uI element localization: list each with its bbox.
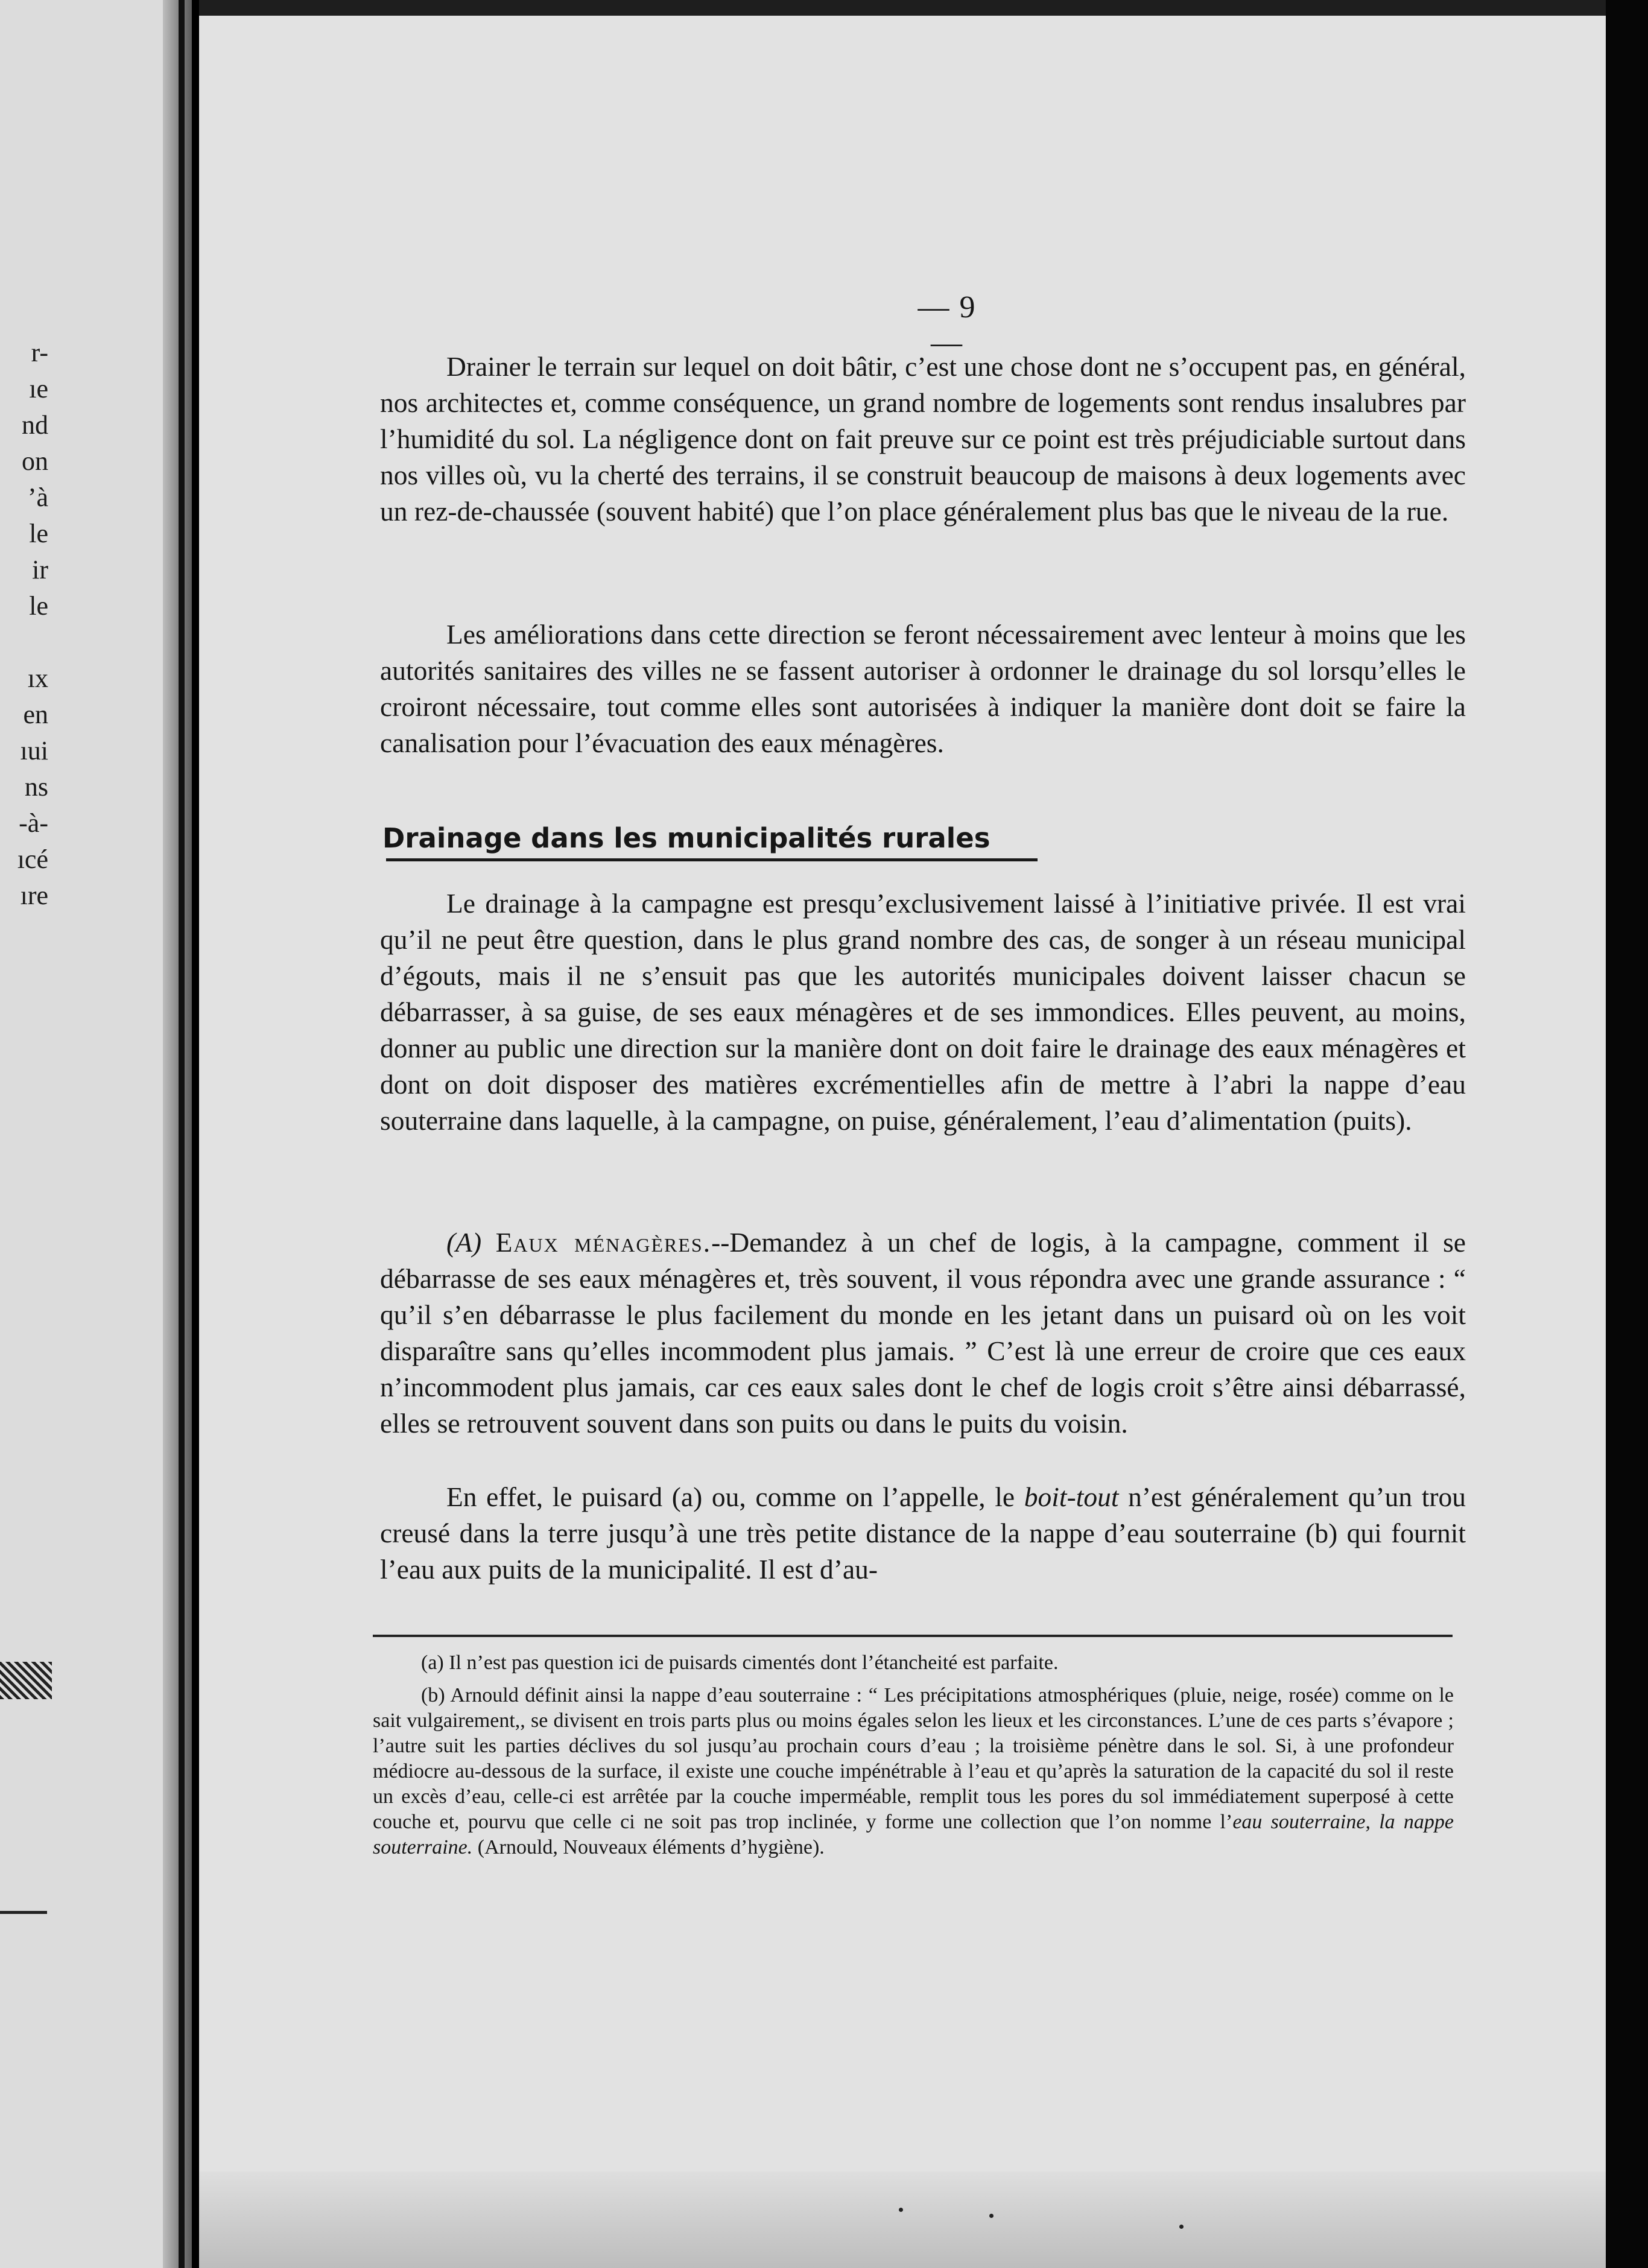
scan-right-border	[1606, 0, 1648, 2268]
heading-underline	[386, 858, 1038, 861]
previous-page-text-fragments	[0, 335, 48, 914]
footnote-b-citation: (Arnould, Nouveaux éléments d’hygiène).	[472, 1836, 825, 1858]
scan-bottom-fade	[199, 2171, 1606, 2268]
previous-page-fragment: le	[29, 591, 48, 621]
paragraph-4	[380, 1224, 1466, 1442]
page-binding	[163, 0, 192, 2268]
previous-page-fragment: nd	[22, 410, 48, 440]
paragraph-5	[380, 1479, 1466, 1588]
scan-speck	[1179, 2225, 1184, 2229]
footnote-b	[373, 1683, 1454, 1860]
previous-page-fragment: -à-	[19, 808, 48, 838]
previous-page-fragment: ıui	[20, 736, 48, 765]
subsection-title: Eaux ménagères.	[495, 1227, 712, 1258]
paragraph-1: Drainer le terrain sur lequel on doit bâtir, c’est une chose dont ne s’occupent pas, en général, nos architectes et, comme conséquence, un grand nombre de logements sont rendus insalubres par l’humidité du sol. La négligence dont on fait preuve sur ce point est très préjudiciable surtout dans nos villes où, vu la cherté des terrains, il se construit beaucoup de maisons à deux logements avec un rez-de-chaussée (souvent habité) que l’on place généralement plus bas que le niveau de la rue.	[380, 351, 1466, 527]
previous-page-fragment: ıx	[27, 664, 48, 693]
paragraph-2: Les améliorations dans cette direction se feront nécessairement avec lenteur à moins que les autorités sanitaires des villes ne se fassent autoriser à ordonner le drainage du sol lorsqu’elles le croiront nécessaire, tout comme elles sont autorisées à indiquer la manière dont doit se faire la canalisation pour l’évacuation des eaux ménagères.	[380, 619, 1466, 758]
section-heading: Drainage dans les municipalités rurales	[382, 822, 990, 854]
page-number: — 9 —	[917, 290, 977, 360]
previous-page-fragment: on	[22, 446, 48, 476]
previous-page-fragment: ir	[32, 555, 48, 584]
paragraph-5-text-b: n’est généralement qu’un trou creusé dans la terre jusqu’à une très petite distance de la nappe d’eau souterraine (b) qui fournit l’eau aux puits de la municipalité. Il est d’au-	[380, 1481, 1466, 1585]
previous-page-fragment: le	[29, 519, 48, 548]
previous-page-strip	[0, 0, 192, 2268]
previous-page-fragment	[0, 624, 48, 660]
paragraph-3: Le drainage à la campagne est presqu’exclusivement laissé à l’initiative privée. Il est vrai qu’il ne peut être question, dans le plus grand nombre des cas, de songer à un réseau municipal d’égouts, mais il ne s’ensuit pas que les autorités municipales doivent laisser chacun se débarrasser, à sa guise, de ses eaux ménagères et de ses immondices. Elles peuvent, au moins, donner au public une direction sur la manière dont on doit faire le drainage des eaux ménagères et dont on doit disposer des matières excrémentielles afin de mettre à l’abri la nappe d’eau souterraine dans laquelle, à la campagne, on puise, généralement, l’eau d’alimentation (puits).	[380, 888, 1466, 1136]
paragraph-5-italic: boit-tout	[1024, 1481, 1119, 1512]
scan-speck	[899, 2208, 903, 2212]
page-edge	[179, 0, 185, 2268]
scan-speck	[989, 2214, 994, 2218]
section-label: (A)	[446, 1227, 482, 1258]
previous-page-fragment: en	[23, 700, 48, 729]
previous-page-fragment: ıcé	[17, 844, 48, 874]
previous-page-fragment: ’à	[27, 483, 48, 512]
paragraph-5-text-a: En effet, le puisard (a) ou, comme on l’appelle, le	[446, 1481, 1024, 1512]
previous-page-fragment: r-	[31, 338, 48, 367]
previous-page-rule	[0, 1911, 47, 1914]
footnote-a: (a) Il n’est pas question ici de puisards cimentés dont l’étancheité est parfaite.	[421, 1652, 1059, 1674]
previous-page-fragment: ıre	[20, 881, 48, 910]
previous-page-fragment: ns	[24, 772, 48, 802]
footnote-separator	[373, 1635, 1453, 1637]
previous-page-fragment: ıe	[29, 374, 48, 404]
halftone-fragment	[0, 1662, 52, 1699]
scan-top-shadow	[199, 0, 1606, 16]
paragraph-4-body: --Demandez à un chef de logis, à la campagne, comment il se débarrasse de ses eaux ménagères et, très souvent, il vous répondra avec une grande assurance : “ qu’il s’en débarrasse le plus facilement du monde en les jetant dans un puisard où on les voit disparaître sans qu’elles incommodent plus jamais. ” C’est là une erreur de croire que ces eaux n’incommodent plus jamais, car ces eaux sales dont le chef de logis croit s’être ainsi débarrassé, elles se retrouvent souvent dans son puits ou dans le puits du voisin.	[380, 1227, 1466, 1439]
footnote-b-italic: eau souterraine, la nappe souterraine.	[373, 1811, 1454, 1858]
footnote-b-text: (b) Arnould définit ainsi la nappe d’eau souterraine : “ Les précipitations atmosphériques (pluie, neige, rosée) comme on le sait vulgairement,, se divisent en trois parts plus ou moins égales selon les lieux et les circonstances. L’une de ces parts s’évapore ; l’autre suit les parties déclives du sol jusqu’au prochain cours d’eau ; la troisième pénètre dans le sol. Si, à une profondeur médiocre au-dessous de la surface, il existe une couche impénétrable à l’eau et qu’après la saturation de la capacité du sol il reste un excès d’eau, celle-ci est arrêtée par la couche imperméable, remplit tous les pores du sol immédiatement superposé à cette couche et, pourvu que celle ci ne soit pas trop inclinée, y forme une collection que l’on nomme l’	[373, 1684, 1454, 1833]
